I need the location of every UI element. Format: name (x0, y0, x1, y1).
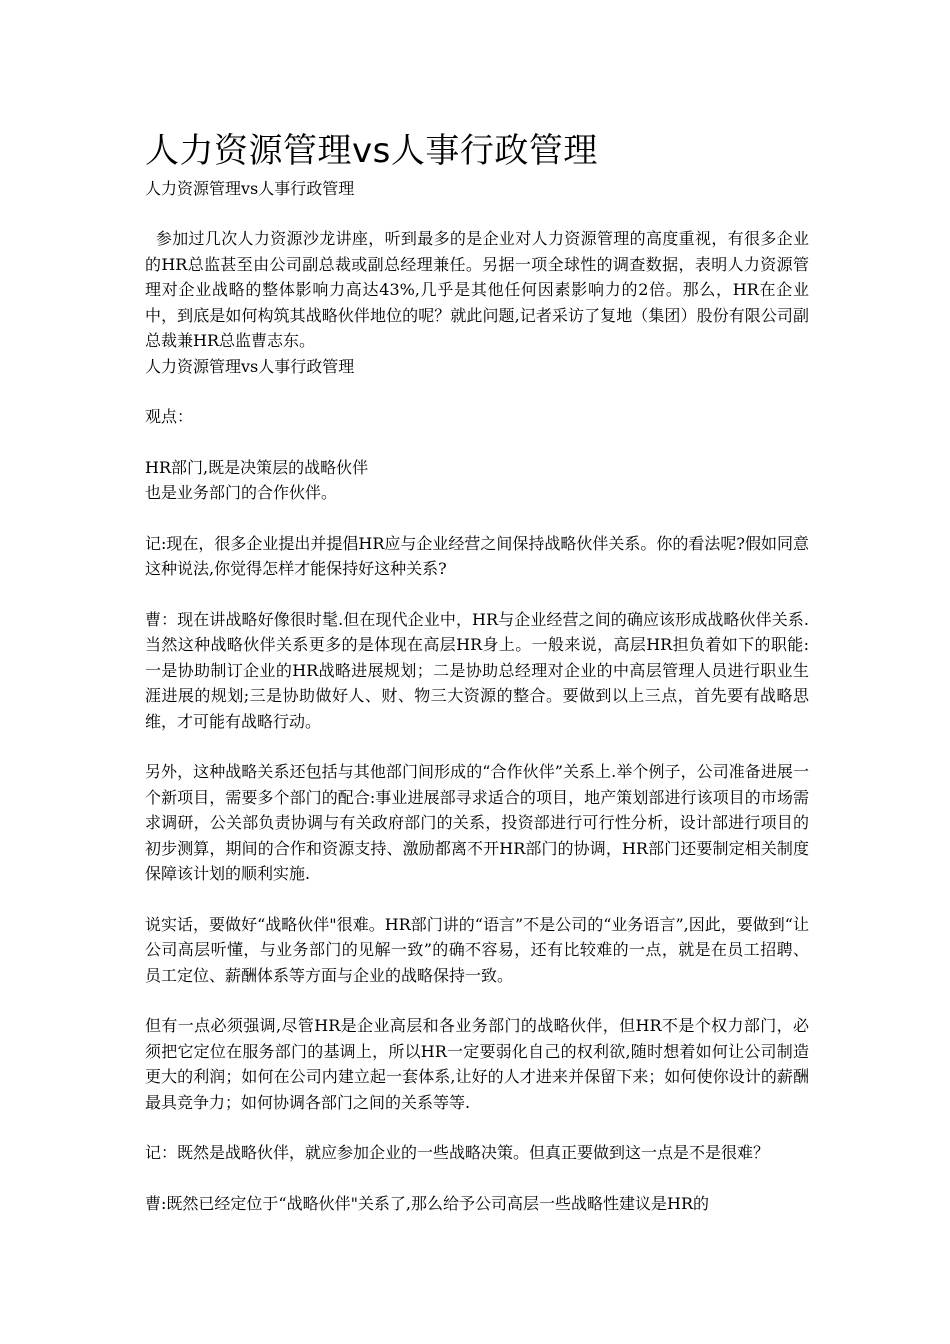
spacer (145, 1166, 809, 1191)
spacer (145, 379, 809, 404)
answer-paragraph: 曹：现在讲战略好像很时髦.但在现代企业中，HR与企业经营之间的确应该形成战略伙伴关系.当然这种战略伙伴关系更多的是体现在高层HR身上。一般来说，高层HR担负着如下的职能:一是协助制订企业的HR战略进展规划；二是协助总经理对企业的中高层管理人员进行职业生涯进展的规划;三是协助做好人、财、物三大资源的整合。要做到以上三点，首先要有战略思维，才可能有战略行动。 (145, 609, 809, 731)
repeated-heading: 人力资源管理vs人事行政管理 (145, 356, 355, 376)
question-paragraph: 记：既然是战略伙伴，就应参加企业的一些战略决策。但真正要做到这一点是不是很难？ (145, 1143, 770, 1162)
viewpoint-label: 观点： (145, 407, 194, 426)
answer-paragraph: 曹:既然已经定位于“战略伙伴"关系了,那么给予公司高层一些战略性建议是HR的 (145, 1193, 710, 1213)
spacer (145, 582, 809, 607)
document-subtitle: 人力资源管理vs人事行政管理 (145, 179, 355, 198)
body-paragraph: 说实话，要做好“战略伙伴"很难。HR部门讲的“语言”不是公司的“业务语言”,因此，要做到“让公司高层听懂，与业务部门的见解一致”的确不容易，还有比较难的一点，就是在员工招聘、员工定位、薪酬体系等方面与企业的战略保持一致。 (145, 914, 809, 985)
spacer (145, 734, 809, 759)
spacer (145, 201, 809, 226)
document-title: 人力资源管理vs人事行政管理 (145, 131, 598, 171)
body-paragraph: 但有一点必须强调,尽管HR是企业高层和各业务部门的战略伙伴，但HR不是个权力部门，必须把它定位在服务部门的基调上，所以HR一定要弱化自己的权利欲,随时想着如何让公司制造更大的利润；如何在公司内建立起一套体系,让好的人才进来并保留下来；如何使你设计的薪酬最具竞争力；如何协调各部门之间的关系等等. (145, 1016, 809, 1112)
body-paragraph: 另外，这种战略关系还包括与其他部门间形成的“合作伙伴”关系上.举个例子，公司准备进展一个新项目，需要多个部门的配合:事业进展部寻求适合的项目，地产策划部进行该项目的市场需求调研，公关部负责协调与有关政府部门的关系，投资部进行可行性分析，设计部进行项目的初步测算，期间的合作和资源支持、激励都离不开HR部门的协调，HR部门还要制定相关制度保障该计划的顺利实施. (145, 762, 809, 883)
document-body (145, 128, 809, 1216)
spacer (145, 430, 809, 455)
spacer (145, 988, 809, 1013)
spacer (145, 1115, 809, 1140)
intro-paragraph: 参加过几次人力资源沙龙讲座，听到最多的是企业对人力资源管理的高度重视，有很多企业的HR总监甚至由公司副总裁或副总经理兼任。另据一项全球性的调查数据，表明人力资源管理对企业战略的整体影响力高达43%,几乎是其他任何因素影响力的2倍。那么，HR在企业中，到底是如何构筑其战略伙伴地位的呢？就此问题,记者采访了复地（集团）股份有限公司副总裁兼HR总监曹志东。 (145, 229, 809, 350)
spacer (145, 506, 809, 531)
viewpoint-line-1: HR部门,既是决策层的战略伙伴 (145, 457, 369, 477)
spacer (145, 887, 809, 912)
viewpoint-line-2: 也是业务部门的合作伙伴。 (145, 483, 338, 502)
question-paragraph: 记:现在，很多企业提出并提倡HR应与企业经营之间保持战略伙伴关系。你的看法呢?假如同意这种说法,你觉得怎样才能保持好这种关系? (145, 533, 809, 578)
